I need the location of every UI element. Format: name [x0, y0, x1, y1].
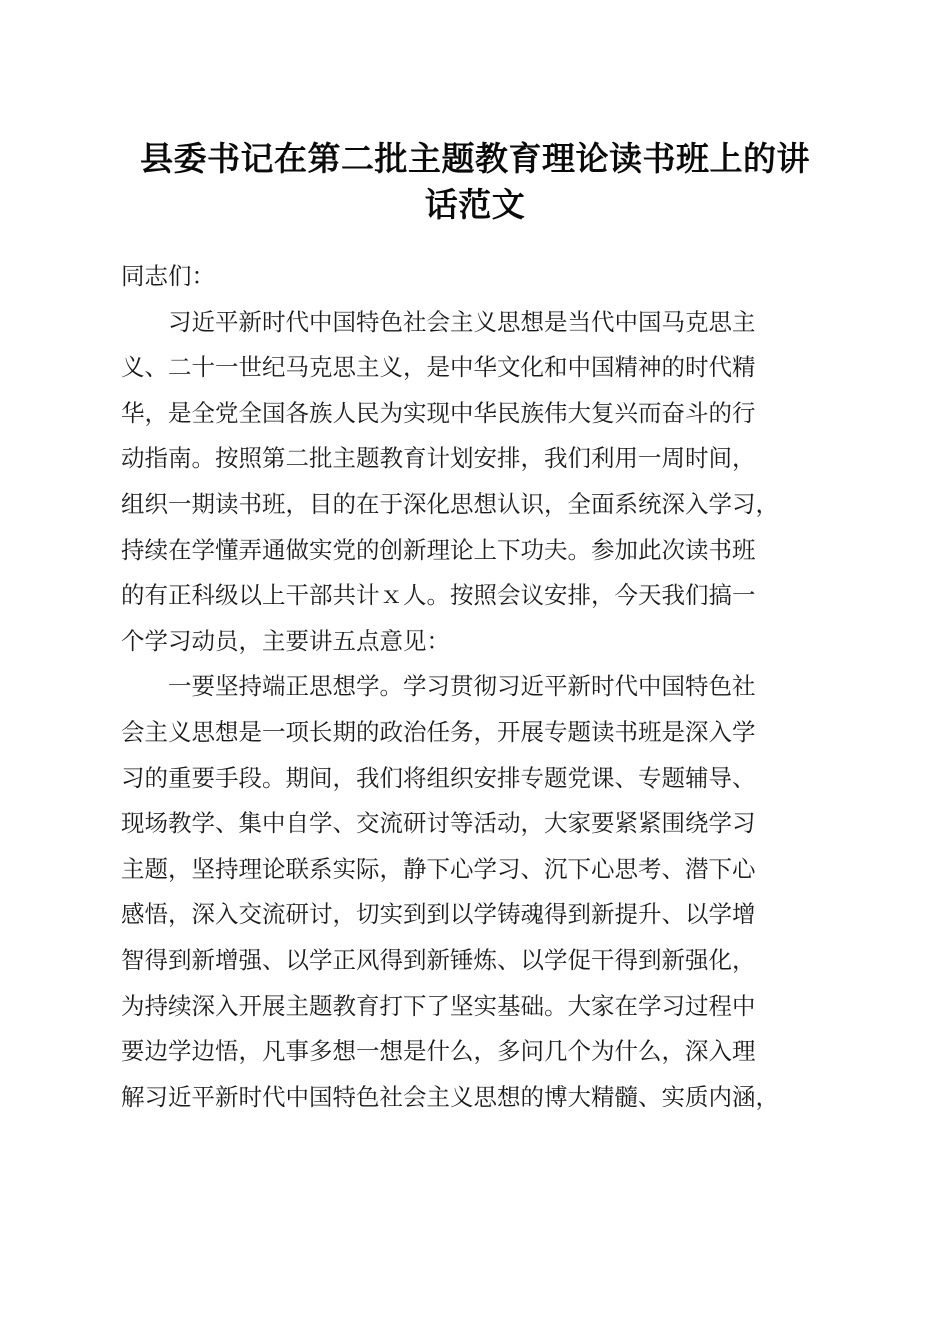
paragraph-line: 个学习动员，主要讲五点意见： [121, 626, 450, 655]
paragraph-line: 解习近平新时代中国特色社会主义思想的博大精髓、实质内涵， [121, 1082, 779, 1111]
paragraph-line: 义、二十一世纪马克思主义，是中华文化和中国精神的时代精 [121, 353, 756, 382]
paragraph-line: 组织一期读书班，目的在于深化思想认识，全面系统深入学习， [121, 489, 779, 518]
paragraph-line: 主题，坚持理论联系实际，静下心学习、沉下心思考、潜下心 [121, 854, 756, 883]
paragraph-line: 华，是全党全国各族人民为实现中华民族伟大复兴而奋斗的行 [121, 398, 756, 427]
paragraph-line: 现场教学、集中自学、交流研讨等活动，大家要紧紧围绕学习 [121, 809, 756, 838]
paragraph-line: 一要坚持端正思想学。学习贯彻习近平新时代中国特色社 [121, 672, 756, 701]
paragraph-line: 为持续深入开展主题教育打下了坚实基础。大家在学习过程中 [121, 991, 756, 1020]
title-line-2: 话范文 [424, 185, 526, 224]
paragraph-line: 持续在学懂弄通做实党的创新理论上下功夫。参加此次读书班 [121, 535, 756, 564]
document-body [121, 254, 831, 1120]
salutation-line: 同志们： [121, 262, 215, 290]
paragraph-line: 动指南。按照第二批主题教育计划安排，我们利用一周时间， [121, 444, 756, 473]
paragraph-line: 智得到新增强、以学正风得到新锤炼、以学促干得到新强化， [121, 945, 756, 974]
paragraph-line: 习的重要手段。期间，我们将组织安排专题党课、专题辅导、 [121, 763, 756, 792]
document-title [100, 136, 850, 228]
title-line-1: 县委书记在第二批主题教育理论读书班上的讲 [140, 139, 810, 178]
paragraph-line: 要边学边悟，凡事多想一想是什么，多问几个为什么，深入理 [121, 1037, 756, 1066]
paragraph-line: 的有正科级以上干部共计ｘ人。按照会议安排，今天我们搞一 [121, 581, 756, 610]
paragraph-line: 会主义思想是一项长期的政治任务，开展专题读书班是深入学 [121, 717, 756, 746]
paragraph-line: 感悟，深入交流研讨，切实到到以学铸魂得到新提升、以学增 [121, 900, 756, 929]
paragraph-line: 习近平新时代中国特色社会主义思想是当代中国马克思主 [121, 307, 756, 336]
